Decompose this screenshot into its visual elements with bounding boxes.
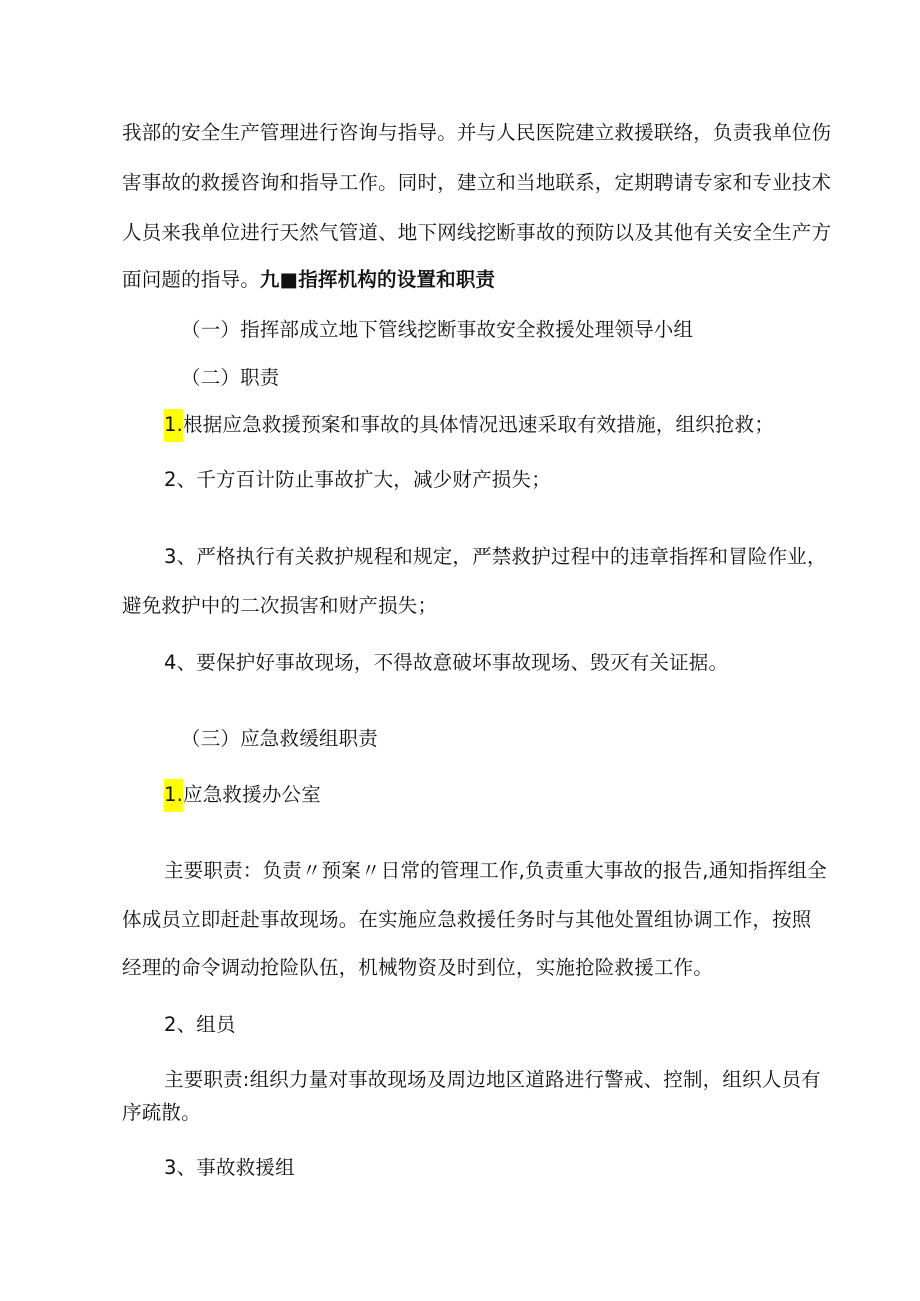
members-title: 2、组员 xyxy=(164,1013,236,1036)
members-duty-line: 主要职责:组织力量对事故现场及周边地区道路进行警戒、控制，组织人员有 xyxy=(164,1068,821,1091)
rescue-title: 3、事故救援组 xyxy=(164,1156,295,1179)
duty-item-3: 3、严格执行有关救护规程和规定，严禁救护过程中的违章指挥和冒险作业， xyxy=(164,545,827,568)
duty-item-1 xyxy=(164,411,774,439)
office-title-text: 应急救援办公室 xyxy=(183,783,321,806)
duty-item-4: 4、要保护好事故现场，不得故意破坏事故现场、毁灭有关证据。 xyxy=(164,651,729,674)
paragraph-line: 害事故的救援咨询和指导工作。同时，建立和当地联系，定期聘请专家和专业技术 xyxy=(122,171,832,194)
office-title xyxy=(164,781,321,809)
subsection-heading: （一）指挥部成立地下管线挖断事故安全救援处理领导小组 xyxy=(181,318,694,341)
item-number-highlight: 1. xyxy=(164,409,183,442)
duty-item-text: 根据应急救援预案和事故的具体情况迅速采取有效措施，组织抢救； xyxy=(183,413,775,436)
office-duty-line: 经理的命令调动抢险队伍，机械物资及时到位，实施抢险救援工作。 xyxy=(122,956,714,979)
paragraph-line-with-heading xyxy=(122,266,495,294)
office-duty-line: 体成员立即赶赴事故现场。在实施应急救援任务时与其他处置组协调工作，按照 xyxy=(122,908,812,931)
duty-item-3-continued: 避免救护中的二次损害和财产损失； xyxy=(122,594,438,617)
section-heading: 九■指挥机构的设置和职责 xyxy=(259,268,496,291)
office-duty-line: 主要职责：负责〃预案〃日常的管理工作,负责重大事故的报告,通知指挥组全 xyxy=(164,859,827,882)
paragraph-line-text: 面问题的指导。 xyxy=(122,268,260,291)
paragraph-line: 人员来我单位进行天然气管道、地下网线挖断事故的预防以及其他有关安全生产方 xyxy=(122,221,832,244)
item-number-highlight: 1. xyxy=(164,779,183,812)
subsection-heading: （三）应急救缓组职责 xyxy=(181,727,379,750)
subsection-heading: （二）职责 xyxy=(181,366,280,389)
members-duty-line: 序疏散。 xyxy=(122,1101,201,1124)
paragraph-line: 我部的安全生产管理进行咨询与指导。并与人民医院建立救援联络，负责我单位伤 xyxy=(122,121,832,144)
duty-item-2: 2、千方百计防止事故扩大，减少财产损失； xyxy=(164,468,551,491)
